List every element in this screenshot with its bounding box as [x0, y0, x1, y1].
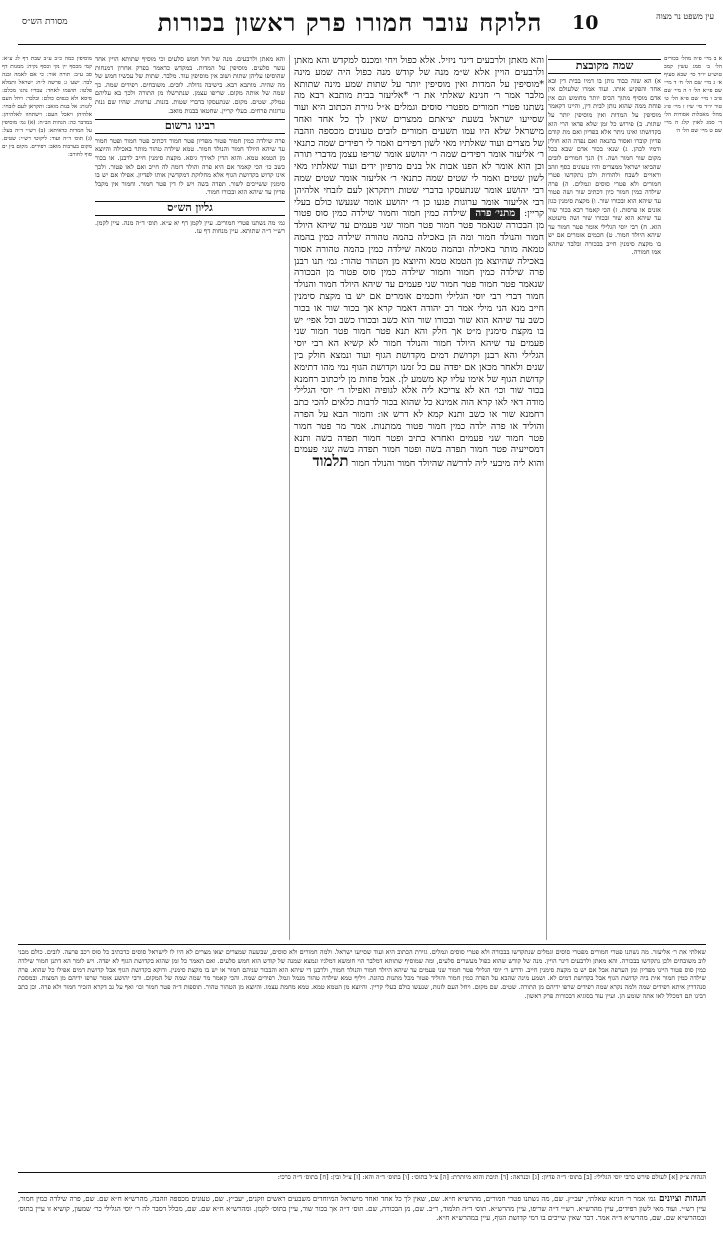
gemara-paragraph: ועוד שאלתיו מאי לשון רפידים ואמר לי רפידים שמה כתנאי ר׳ אליעזר אומר רפידים שמה ר׳ יהושע אומר שריפו עצמן מדברי תורה וכן הוא אומר לא הפנו אבות אל בנים מרפיון ידים ועוד שאלתיו מאי לשון שטים ואמר לי שטים שמה כתנאי ר׳ אליעזר אומר שטים שמה רבי יהושע אומר שנתעסקו בדברי שטות ויתקראן לעם לזבחי אלהיהן רבי אליעזר אומר ערוגות פגעו כן ר׳ יהושע אומר שנעשו כולם בעלי קריין:: [294, 137, 544, 220]
gemara-paragraph: אמר רב יהודה דאמר קרא אך בכור שור או בכור כשב עד שיהא הוא שור ובכורו שור הוא כשב ובכורו כשב וכל אפי׳ יש בו מקצת סימנין מ״ט אך חלק והא תנא פטר חמור פטר חמור שני פעמים עד שיהא היולד חמור והנולד חמור לא קשיא הא רבי יוסי הגלילי והא רבנן: [294, 302, 544, 361]
footnotes-line: [18, 1172, 706, 1187]
bottom-commentary-text: שאלתי את ר׳ אליעזר. מה נשתנו פטרי חמורים מפטרי סוסים וגמלים שנתקדשו בבכורה ולא פטרי סוסים וגמלים. גזירת הכתוב היא ועוד שסייעו ישראל. ולמה חמורים ולא סוסים, שבשעה שמצרים יצאו מצרים לא היו לו לישראל סוסים כדכתיב כל סוס רכב פרעה. לובים. כולם מבני לוב משובחים ולכן נתקדשו בבכורה. והא מאתן ולרבעים דינר הויין. מנה של קודש שהוא כפול מעשרים סלעים, ומה שמוסיף שתותא דמלבר הוי חומשא דמלגיו ונמצא שמנה של קודש הוא חמש סלעים. ואם תאמר כל זמן שהוא בקדושת הגוף לא יפדה. ויש לומר הא דתנן חמור שילדה כמין סוס פטור היינו מפדיון ומן הערפה אבל אם יש בו מקצת סימנין חייב. ודרש ר׳ יוסי הגלילי פטר חמור שני פעמים עד שיהא היולד חמור והנולד חמור, ולרבנן די שיהא הוא והבכור שניהם חמור או יש בו מקצת סימנין. ודוקא בקדושת הגוף אבל קדושת דמים אפילו כל שהוא. פרה שילדה כמין חמור אית ביה קדושת הגוף אבל בקדושת דמים לא. ושמע מינה שהבא על הפרה כמין חמור והוליד פטור מכל מתנות כהונה. ויליף טמא שילדה טהור מגמל וגמל. רפידים שמה. והכי קאמר מר שמה שמה של המקום. ורבי יהושע אומר שרפו ידיהם מן המצות. ובמסכת סנהדרין איתא רפידים שמה ולמה נקרא שמה רפידים שרפו ידיהם מן התורה. שטים. שם מקום. ויחל העם לזנות, שנעשו כולם בעלי קריין. והיוצא מן הטמא טמא. טמא מחמת עצמו. והיוצא מן הטהור טהור. תוספות ד״ה פטר חמור וכו׳ ואף על גב דקרא הזכיר חמור ולא פרה. וכן כתב רבינו תם דמכלל לאו אתה שומע הן. ועיין עוד בסוגיא דבכורות פרק ראשון.: [18, 948, 706, 1000]
gemara-paragraph: גמ׳ תנו רבנן פרה שילדה כמין חמור וחמור שילדה כמין סוס פטור מן הבכורה שנאמר פטר חמור פטר חמור שני פעמים עד שיהא היולד חמור והנולד חמור דברי רבי יוסי הגלילי וחכמים אומרים אם יש בו מקצת סימנין חייב מנא הני מילי: [294, 255, 544, 314]
ein-mishpat-label: עין משפט נר מצוה: [656, 12, 714, 21]
rabbeinu-gershom-heading: רבינו גרשום: [95, 119, 285, 134]
page-title: הלוקח עובר חמורו פרק ראשון בכורות: [157, 8, 543, 37]
bottom-commentary: [18, 944, 706, 1173]
rashi-text: והא מאתן ולרבעים. מנה של חול חמש סלעים וכי מוסיף שתותא הויין אחד עשר סלעים. מוסיפין על המדות. במקדש כדאמר בפרק אחרון דמנחות שהוסיפו עליהן שתות ושוב אין מוסיפין עוד. מלבר. שתות של עכשיו חמש של מה שהיה. מותבא רבא. בישיבה גדולה. לובים. משובחים. רפידים שמה. כך שמה של אותה מקום. שריפו עצמן. שנתרשלו מן התורה ולכך בא עליהם עמלק. שטים. מקום. שנתעסקו בדברי שטות. בזנות. ערוגות. שהיו שם גנות ערוגות פרחים. בעלי קריין. שחטאו בבנות מואב.: [95, 55, 285, 115]
mishna-marker: מתני׳ פרה: [470, 208, 520, 220]
gilyon-hashas-heading: גליון הש״ס: [95, 201, 285, 216]
gemara-column: [294, 55, 544, 940]
column-divider: [546, 55, 547, 940]
mishna-text: שילדה כמין חמור וחמור שילדה כמין סוס פטור מן הבכורה שנאמר פטר חמור פטר חמור שני פעמים עד שיהא היולד חמור והנולד חמור ומה הן באכילה בהמה טהורה שילדה כמין בהמה טמאה מותר באכילה ובהמה טמאה שילדה כמין בהמה טהורה אסור באכילה שהיוצא מן הטמא טמא והיוצא מן הטהור טהור:: [294, 208, 544, 267]
tosafot-text: א) הא שזה כבוד נותן בו דמיו בבית דין ובא אחד והפקיע אותו. ועוד אמרו שלעולם אין אדם מוסיף מתוך הכיס יותר מחומש וגם אין פוחת ממה שהוא נותן לבית דין, והיינו דקאמר מוסיפין על המדות ואין מוסיפין יותר על שתות. ב) פירוש כל זמן שלא פדאו הרי הוא בקדושתו ואינו ניתר אלא בפדיון ואם מת קודם פדיון קוברו ואסור בהנאה ואם נפדה הוא חולין ודמיו לכהן. ג) שנא׳ בכור אדם שבא בכל מקום שור חמור ושה. ד) הנך חמורים לובים שהביאו ישראל ממצרים והיו טעונים כסף וזהב וראויים לשבח ולהודות ולכן נתקדשו פטרי חמורים ולא פטרי סוסים וגמלים. ה) פרה שילדה כמין חמור כיון דכתיב שור ושה פטור עד שיהא הוא ובכורו שור. ו) מקצת סימנין כגון אזנים או פרסות. ז) הכי קאמר רבא בכור שור עד שיהא הוא שור ובכורו שור ושה מיעוטא הוא. ח) רבי יוסי הגלילי אומר פטר חמור עד שיהא היולד חמור. ט) חכמים אומרים אם יש בו מקצת סימנין חייב בבכורה ובלבד שתהא אמו חמורה.: [548, 76, 661, 257]
gilyon-hashas-text: גמ׳ מה נשתנו פטרי חמורים. עיין לקמן דף יא ע״א. תוס׳ ד״ה מנה. עיין לקמן. רש״י ד״ה שתותא. עיין מנחות דף עז.: [95, 218, 285, 236]
gemara-paragraph: והא מאתן ולרבעים דינר ניזיל. אלא כפול ויחי ומכנס למקדש והא מאתן ולרבעים הויין אלא ש״מ מנה של קודש מנה כפול היה שמע מינה *מוסיפין על המדות ואין מוסיפין יותר על שתות שמע מינה שתותא מלבר אמר ר׳ חנינא שאלתי את ר׳ *אליעזר בבית מותבא רבא מה נשתנו פטרי חמורים מפטרי סוסים וגמלים א״ל גזירת הכתוב היא ועוד שסייעו ישראל בשעת יציאתם ממצרים שאין לך כל אחד ואחד מישראל שלא היו עמו תשעים חמורים לובים טעונים מכספה וזהבה של מצרים: [294, 55, 544, 149]
page-number: 10: [572, 12, 599, 34]
mesorat-hashas-text: מוסיפין כמה כ״ב ע״ב שבת דף לג ע״א: קמי מכסף יין נקי וכסף נקיה: ממנות דף סב ע״ב: תורה אור: כי אם לאמה ובנה לבד: ישע׳ ג: פרשה ל״ח: ישראל ותמלא פלטו: תושמו לאחד: עבדיו נהגו מכלם: סיסא ולא כנפים כולם: ובלבד: ויחל העם לזנות: אל בנות מואב: ותקראן לעם לזבחי: אלהיהן ויאכל העם: וישתחוו לאלהיהן: במדבר כה: הגהות הב״ח: (א) גמ׳ מוסיפין על המדות כדאיתא: (ב) רש״י ד״ה בעל: (ג) תוס׳ ד״ה ועוד: ליקוטי רש״י: שטים. מקום בערבות מואב: רפידים. מקום בין ים סוף לחורב:: [2, 56, 92, 158]
hagahot-section: [18, 1192, 706, 1240]
tosafot-heading: שמה מקובצת: [548, 59, 661, 74]
header-rule: [18, 44, 706, 45]
hagahot-text: גמ׳ אמר ר׳ חנינא שאלתי, יעב״ץ. שם, מה נשתנו פטרי חמורים, מהרש״א ח״א. שם, שאין לך כל אחד ואחד מישראל המיוחדים משבעים ראשים וזקנים, יעב״ץ. שם, טעונים מכספה וזהבה, מהרש״א ח״א שם. שם, פרה שילדה כמין חמור, עיין רש״י. ועוד מאי לשון רפידים, עיין מהרש״א. רש״י ד״ה שריפו, עיין מהרש״א. תוס׳ ד״ה תלמוד, ר״ב. שם, מן הבכורה, שם. תוס׳ ד״ה אך בכור שור, עיין בתוס׳ לקמן. ומהרש״א ח״א שם. שם, מכלל דסבר לה ר׳ יוסי הגלילי כר׳ שמעון, קושיא זו עיין בתוס׳ ובמהרש״א שם. שם, מהרש״א ד״ה אמר. דבר שאין שייכים בו דמי קדושת הגוף, עיין במהרש״א ח״א.: [18, 1195, 706, 1222]
rashi-column: [95, 55, 285, 940]
mesorat-hashas-label: מסורת הש״ס: [22, 17, 68, 27]
column-divider: [289, 55, 290, 940]
catchword: תלמוד: [312, 452, 349, 471]
ein-mishpat-column: [664, 55, 722, 940]
tosafot-column: [548, 55, 661, 940]
mesorat-hashas-column: [2, 55, 92, 940]
rabbeinu-gershom-text: פרה שילדה כמין חמור פטור מפדיון פטר חמור דכתיב פטר חמור ופטר חמור עד שיהא היולד חמור והנולד חמור. טמא שילדה טהור מותר באכילה והיוצא מן הטמא טמא. והוא הדין לאידך גיסא. מקצת סימנין חייב לרבנן. או בכור כשב כו׳ הכי קאמר אם היא פרה והולד דומה לה חייב ואם לאו פטור. ולכך אינו קדוש בקדושת הגוף אלא מחלוקת דמקדשין אותו לפדיון. אפילו אם יש בו סימנין ששייכים לשור. תפדה בשה ויש לו דין פטר חמור. וחמור אין מקבל פדיון עד שיהא הוא ובכורו חמור.: [95, 136, 285, 197]
gemara-paragraph: וקדושת דמים מקדושת הגוף ועוד ונמצא חולק בין שנים ולאחר מכאן אם יפדה עם כל זמנו וקדושת הגוף נמי מהו דתימא קדושת הגוף של אימו עליו קא משמע לן.: [294, 349, 544, 385]
page-header: [0, 0, 723, 60]
hagahot-label: הגהות וציונים: [655, 1194, 706, 1204]
ein-mishpat-text: א ב מיי׳ פ״ה מהל׳ בכורים הל׳ ב׳ סמג עשין קמב טוש״ע יו״ד סי׳ שכא סעיף א׳ ג מיי׳ שם הל׳ ח׳ ד מיי׳ שם פי״א הל׳ ו׳ ה מיי׳ שם פ״ב ו מיי׳ שם פ״א הל׳ ט׳ טור יו״ד סי׳ שיז ז מיי׳ פ״ג מהל׳ מאכלות אסורות הל׳ ד׳ סמג לאוין קלג ח מיי׳ שם ט מיי׳ שם הל׳ ה׳: [664, 56, 722, 134]
footnotes-text: הגהות צ״ק [א] לעולם פירש כרבי יוסי הגלילי: [ב] בתוס׳ ד״ה פדיון: [ג] וכנראה: [ד] תיבת והוא מיותרת: [ה] צ״ל בתוס׳: [ו] בתוס׳ ד״ה והא: [ז] צ״ל ובין: [ח] בתוס׳ ד״ה כרכי:: [277, 1173, 706, 1181]
gemara-paragraph: אבל פחות מן ליכתוב רחמנא בכור שור וכו׳ הא לא צריכא ליה אלא לגופיה ואפילו ר׳ יוסי הגלילי מודה דאי לאו קרא הוה אמינא כל שהוא בכור לרבות כלאים להכי כתב רחמנא שור או כשב ותנא קמא לא דרש או: וחמור הבא על הפרה והוליד או פרה ילדה כמין חמור פטור ממתנות. אמר מר פטר חמור פטר חמור שני פעמים ואחרא כתיב ופטר חמור תפדה בשה ותנא דמסייעיה פטר חמור תפדה בשה ופטר חמור תפדה בשה שני פעמים והוא ליה מיבעי ליה לדרשה שהיולד חמור והנולד חמור: [294, 373, 544, 470]
